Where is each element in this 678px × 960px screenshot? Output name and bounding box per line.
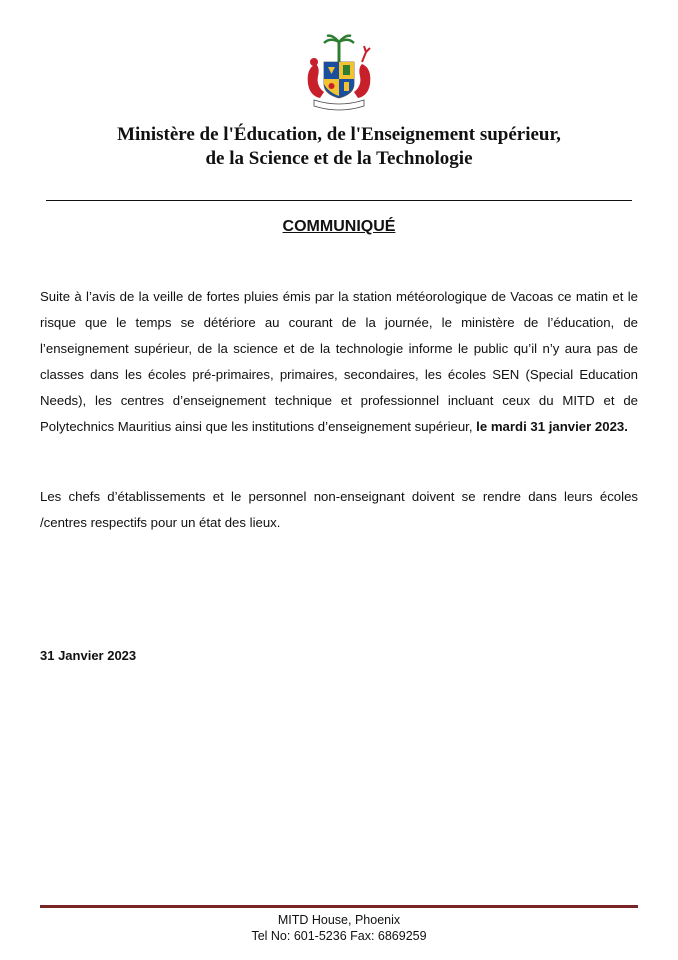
document-date: 31 Janvier 2023 — [40, 648, 137, 663]
footer-divider — [40, 905, 638, 908]
ministry-name — [40, 123, 638, 171]
coat-of-arms-icon — [294, 34, 384, 112]
paragraph-1-end: . — [624, 419, 628, 434]
footer-address: MITD House, Phoenix — [277, 913, 401, 927]
footer — [0, 912, 678, 944]
header-divider — [46, 200, 632, 201]
paragraph-1-date: le mardi 31 janvier 2023 — [476, 419, 625, 434]
document-title: COMMUNIQUÉ — [282, 218, 396, 235]
footer-contact: Tel No: 601-5236 Fax: 6869259 — [251, 929, 427, 943]
ministry-name-line1: Ministère de l'Éducation, de l'Enseignement supérieur, — [117, 124, 561, 145]
paragraph-1-text: Suite à l’avis de la veille de fortes pluies émis par la station météorologique de Vacoas ce matin et le risque que le temps se détériore au courant de la journée, le ministère de l’éducation, de l’enseignement supérieur, de la science et de la technologie informe le public qu’il n’y aura pas de classes dans les écoles pré-primaires, primaires, secondaires, les écoles SEN (Special Education Needs), les centres d’enseignement technique et professionnel incluant ceux du MITD et de Polytechnics Mauritius ainsi que les institutions d’enseignement supérieur, — [40, 289, 638, 434]
paragraph-1 — [40, 284, 638, 440]
paragraph-2: Les chefs d’établissements et le personnel non-enseignant doivent se rendre dans leurs écoles /centres respectifs pour un état des lieux. — [40, 489, 638, 530]
ministry-name-line2: de la Science et de la Technologie — [205, 148, 473, 169]
